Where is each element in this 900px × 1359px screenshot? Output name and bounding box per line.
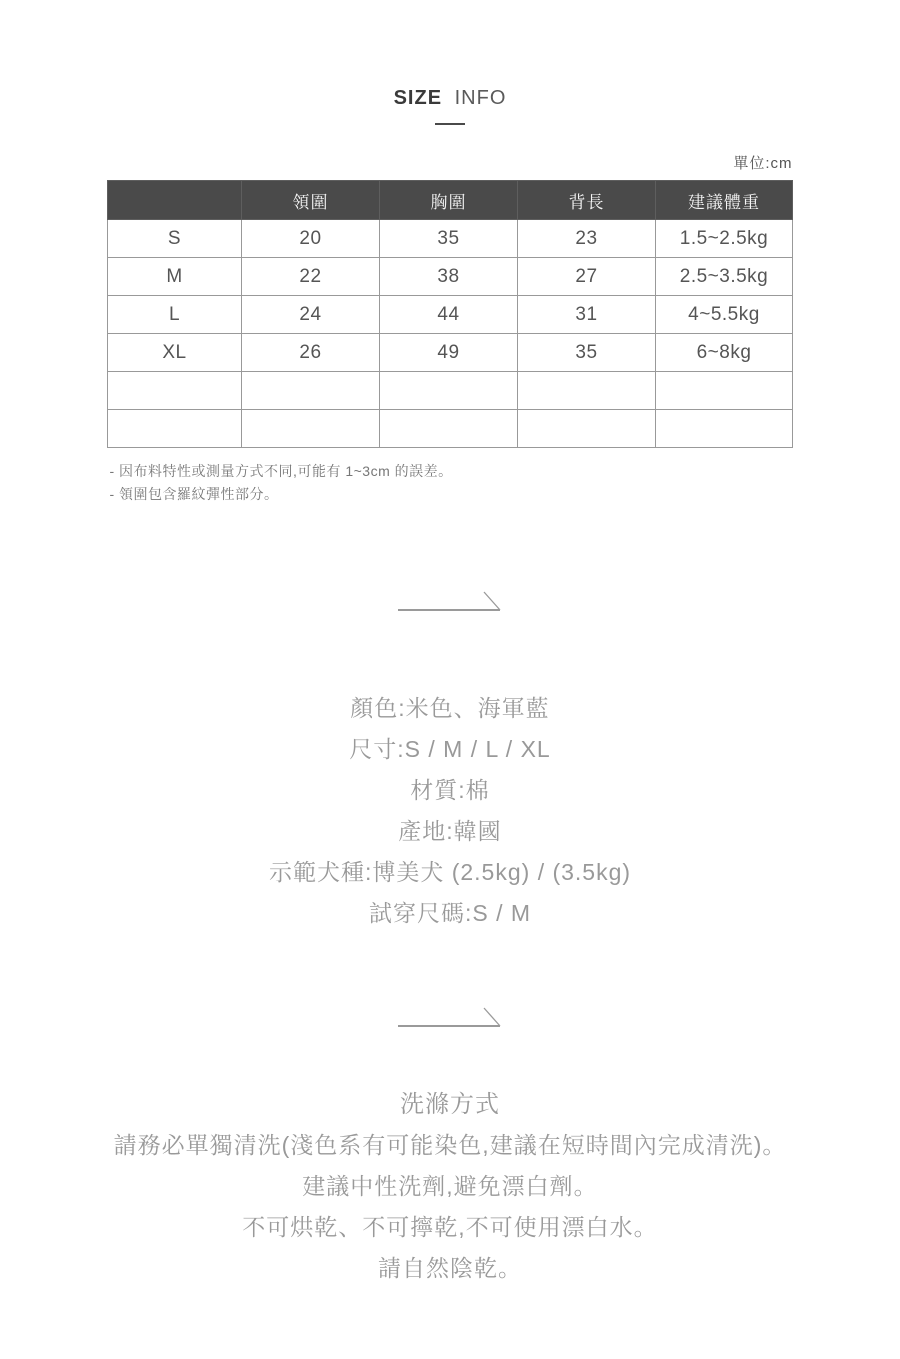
table-row-empty [108, 410, 793, 448]
table-header-row [108, 181, 793, 220]
table-cell: 6~8kg [656, 334, 793, 372]
detail-color: 顏色:米色、海軍藍 [350, 695, 550, 721]
size-label-cell: XL [108, 334, 242, 372]
detail-origin: 產地:韓國 [398, 818, 502, 844]
page-title [0, 87, 900, 110]
washing-line: 不可烘乾、不可擰乾,不可使用漂白水。 [242, 1214, 658, 1240]
note-item: - 領圍包含羅紋彈性部分。 [109, 486, 279, 502]
table-header-cell-size [108, 181, 242, 220]
table-cell: 35 [518, 334, 656, 372]
table-row-m [108, 258, 793, 296]
size-label-cell: S [108, 220, 242, 258]
detail-size: 尺寸:S / M / L / XL [349, 736, 551, 762]
washing-line: 請自然陰乾。 [378, 1255, 522, 1281]
product-details [0, 688, 900, 934]
table-row-s [108, 220, 793, 258]
size-table [107, 180, 793, 448]
washing-line: 請務必單獨清洗(淺色系有可能染色,建議在短時間內完成清洗)。 [113, 1132, 787, 1158]
table-cell [518, 372, 656, 410]
table-cell: 35 [380, 220, 518, 258]
table-cell [656, 372, 793, 410]
table-row-xl [108, 334, 793, 372]
table-cell: 26 [242, 334, 380, 372]
note-item: - 因布料特性或測量方式不同,可能有 1~3cm 的誤差。 [109, 463, 453, 479]
detail-model-dog: 示範犬種:博美犬 (2.5kg) / (3.5kg) [268, 859, 632, 885]
page-title-light: INFO [454, 87, 507, 109]
table-cell: 1.5~2.5kg [656, 220, 793, 258]
table-cell: 38 [380, 258, 518, 296]
table-cell [380, 410, 518, 448]
table-cell: 49 [380, 334, 518, 372]
page-title-bold: SIZE [393, 87, 443, 109]
table-cell: 23 [518, 220, 656, 258]
table-cell: 20 [242, 220, 380, 258]
table-cell: 44 [380, 296, 518, 334]
washing-section [0, 1084, 900, 1289]
table-row-empty [108, 372, 793, 410]
size-label-cell: L [108, 296, 242, 334]
table-cell [380, 372, 518, 410]
detail-material: 材質:棉 [410, 777, 490, 803]
table-header-cell-chest: 胸圍 [380, 181, 518, 220]
table-cell [518, 410, 656, 448]
table-cell [108, 372, 242, 410]
table-cell: 31 [518, 296, 656, 334]
page-header [0, 0, 900, 125]
table-row-l [108, 296, 793, 334]
table-cell [108, 410, 242, 448]
detail-fitting-size: 試穿尺碼:S / M [368, 900, 532, 926]
washing-title: 洗滌方式 [400, 1091, 500, 1118]
arrow-divider-icon [398, 590, 502, 612]
table-header-cell-back: 背長 [518, 181, 656, 220]
table-cell [242, 410, 380, 448]
table-cell: 24 [242, 296, 380, 334]
table-cell [242, 372, 380, 410]
table-header-cell-neck: 領圍 [242, 181, 380, 220]
arrow-divider-icon [398, 1006, 502, 1028]
unit-label: 單位:cm [733, 155, 793, 172]
size-label-cell: M [108, 258, 242, 296]
table-cell [656, 410, 793, 448]
table-cell: 4~5.5kg [656, 296, 793, 334]
table-header-cell-weight: 建議體重 [656, 181, 793, 220]
table-cell: 22 [242, 258, 380, 296]
table-cell: 27 [518, 258, 656, 296]
title-underline-dash [435, 123, 465, 125]
measurement-notes [108, 460, 793, 506]
washing-line: 建議中性洗劑,避免漂白劑。 [302, 1173, 598, 1199]
table-cell: 2.5~3.5kg [656, 258, 793, 296]
